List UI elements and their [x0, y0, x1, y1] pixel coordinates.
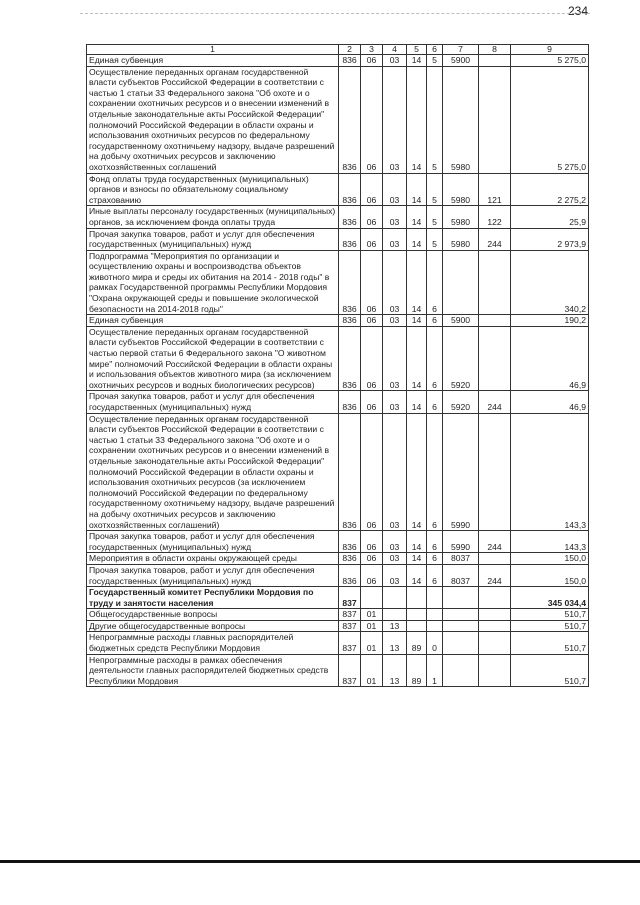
cell-vr: [479, 654, 511, 687]
table-row: [87, 66, 589, 173]
cell-subprogram: 5: [427, 66, 443, 173]
cell-csr: 5900: [443, 315, 479, 327]
cell-subprogram: [427, 609, 443, 621]
cell-subprogram: 0: [427, 632, 443, 654]
cell-csr: 5990: [443, 413, 479, 531]
cell-gr: 837: [339, 632, 361, 654]
row-name: Прочая закупка товаров, работ и услуг для обеспечения государственных (муниципальных) нужд: [87, 531, 339, 553]
cell-vr: 244: [479, 391, 511, 413]
cell-subprogram: 5: [427, 206, 443, 228]
cell-subprogram: 5: [427, 173, 443, 206]
column-header: 5: [407, 45, 427, 55]
cell-csr: [443, 609, 479, 621]
cell-pr: 03: [383, 553, 407, 565]
cell-sum: 5 275,0: [511, 66, 589, 173]
table-row: [87, 250, 589, 315]
column-header: 8: [479, 45, 511, 55]
cell-rz: 06: [361, 553, 383, 565]
cell-gr: 836: [339, 206, 361, 228]
cell-vr: [479, 315, 511, 327]
cell-csr: [443, 587, 479, 609]
cell-pr: [383, 587, 407, 609]
cell-program: 14: [407, 326, 427, 391]
cell-program: 14: [407, 206, 427, 228]
cell-program: [407, 609, 427, 621]
cell-vr: [479, 55, 511, 67]
cell-gr: 836: [339, 413, 361, 531]
table-row: [87, 173, 589, 206]
cell-csr: 8037: [443, 564, 479, 586]
cell-vr: [479, 632, 511, 654]
row-name: Осуществление переданных органам государственной власти субъектов Российской Федерации в соответствии с частью 1 статьи 33 Федерального закона "Об охоте и о сохранении охотничьих ресурсов и о внесении изменений в отдельные законодательные акты Российской Федерации" полномочий Российской Федерации в области охраны и использования охотничьих ресурсов по федеральному государственному охотничьему надзору, выдаче разрешений на добычу охотничьих ресурсов и заключению охотхозяйственных соглашений: [87, 66, 339, 173]
table-row: [87, 391, 589, 413]
cell-subprogram: 6: [427, 413, 443, 531]
cell-csr: [443, 620, 479, 632]
cell-rz: 01: [361, 620, 383, 632]
cell-rz: 06: [361, 391, 383, 413]
cell-vr: [479, 66, 511, 173]
row-name: Иные выплаты персоналу государственных (муниципальных) органов, за исключением фонда оплаты труда: [87, 206, 339, 228]
row-name: Единая субвенция: [87, 55, 339, 67]
table-row: [87, 632, 589, 654]
table-row: [87, 326, 589, 391]
cell-pr: 03: [383, 250, 407, 315]
cell-subprogram: 1: [427, 654, 443, 687]
cell-program: 14: [407, 66, 427, 173]
cell-csr: 5980: [443, 173, 479, 206]
cell-gr: 836: [339, 326, 361, 391]
cell-rz: 06: [361, 55, 383, 67]
cell-sum: 143,3: [511, 531, 589, 553]
table-row: [87, 553, 589, 565]
cell-rz: 06: [361, 531, 383, 553]
row-name: Мероприятия в области охраны окружающей среды: [87, 553, 339, 565]
table-body: [87, 55, 589, 687]
row-name: Осуществление переданных органам государственной власти субъектов Российской Федерации в соответствии с частью первой статьи 6 Федерального закона "О животном мире" полномочий Российской Федерации в области охраны и использования объектов животного мира (за исключением охотничьих ресурсов и водных биологических ресурсов): [87, 326, 339, 391]
cell-sum: 46,9: [511, 391, 589, 413]
cell-csr: 5980: [443, 66, 479, 173]
cell-pr: 03: [383, 391, 407, 413]
table-row: [87, 413, 589, 531]
cell-gr: 836: [339, 531, 361, 553]
column-header: 1: [87, 45, 339, 55]
cell-pr: 03: [383, 173, 407, 206]
cell-sum: 25,9: [511, 206, 589, 228]
cell-subprogram: 6: [427, 315, 443, 327]
cell-sum: 143,3: [511, 413, 589, 531]
budget-table: [86, 44, 589, 687]
cell-pr: 03: [383, 413, 407, 531]
table-row: [87, 228, 589, 250]
cell-sum: 190,2: [511, 315, 589, 327]
row-name: Осуществление переданных органам государственной власти субъектов Российской Федерации в соответствии с частью 1 статьи 33 Федерального закона "Об охоте и о сохранении охотничьих ресурсов и о внесении изменений в отдельные законодательные акты Российской Федерации" полномочий Российской Федерации в области охраны и использования охотничьих ресурсов (за исключением полномочий Российской Федерации по федеральному государственному охотничьему надзору, выдаче разрешений на добычу охотничьих ресурсов и заключению охотхозяйственных соглашений): [87, 413, 339, 531]
cell-sum: 150,0: [511, 564, 589, 586]
cell-csr: [443, 654, 479, 687]
cell-program: 14: [407, 391, 427, 413]
cell-sum: 2 973,9: [511, 228, 589, 250]
cell-rz: 06: [361, 228, 383, 250]
cell-gr: 837: [339, 654, 361, 687]
cell-pr: 03: [383, 315, 407, 327]
cell-csr: 5920: [443, 326, 479, 391]
row-name: Фонд оплаты труда государственных (муниципальных) органов и взносы по обязательному социальному страхованию: [87, 173, 339, 206]
cell-gr: 836: [339, 173, 361, 206]
cell-pr: 03: [383, 564, 407, 586]
cell-gr: 836: [339, 315, 361, 327]
cell-csr: [443, 250, 479, 315]
row-name: Другие общегосударственные вопросы: [87, 620, 339, 632]
cell-vr: [479, 620, 511, 632]
cell-sum: 345 034,4: [511, 587, 589, 609]
table-row: [87, 55, 589, 67]
cell-sum: 510,7: [511, 654, 589, 687]
cell-pr: [383, 609, 407, 621]
cell-pr: 03: [383, 326, 407, 391]
row-name: Государственный комитет Республики Мордовия по труду и занятости населения: [87, 587, 339, 609]
column-header: 6: [427, 45, 443, 55]
cell-rz: 01: [361, 632, 383, 654]
cell-sum: 2 275,2: [511, 173, 589, 206]
cell-rz: 01: [361, 609, 383, 621]
cell-program: 14: [407, 553, 427, 565]
cell-gr: 836: [339, 564, 361, 586]
cell-subprogram: [427, 620, 443, 632]
cell-sum: 510,7: [511, 632, 589, 654]
cell-program: [407, 620, 427, 632]
cell-rz: 01: [361, 654, 383, 687]
cell-subprogram: 6: [427, 250, 443, 315]
top-divider: [80, 13, 590, 14]
cell-subprogram: 5: [427, 228, 443, 250]
cell-program: [407, 587, 427, 609]
row-name: Подпрограмма "Мероприятия по организации и осуществлению охраны и воспроизводства объектов животного мира и среды их обитания на 2014 - 2018 годы" в рамках Государственной программы Республики Мордовия "Охрана окружающей среды и повышение экологической безопасности на 2014-2018 годы": [87, 250, 339, 315]
cell-program: 14: [407, 228, 427, 250]
cell-program: 14: [407, 315, 427, 327]
bottom-scan-edge: [0, 860, 640, 863]
cell-sum: 46,9: [511, 326, 589, 391]
row-name: Непрограммные расходы в рамках обеспечения деятельности главных распорядителей бюджетных средств Республики Мордовия: [87, 654, 339, 687]
cell-program: 14: [407, 531, 427, 553]
cell-vr: [479, 413, 511, 531]
cell-csr: 8037: [443, 553, 479, 565]
table-row: [87, 564, 589, 586]
cell-rz: 06: [361, 250, 383, 315]
cell-pr: 03: [383, 66, 407, 173]
cell-subprogram: 6: [427, 391, 443, 413]
cell-vr: 122: [479, 206, 511, 228]
cell-sum: 150,0: [511, 553, 589, 565]
cell-program: 14: [407, 173, 427, 206]
table-row: [87, 654, 589, 687]
cell-sum: 5 275,0: [511, 55, 589, 67]
cell-pr: 03: [383, 531, 407, 553]
table-row: [87, 315, 589, 327]
row-name: Прочая закупка товаров, работ и услуг для обеспечения государственных (муниципальных) нужд: [87, 391, 339, 413]
cell-rz: 06: [361, 173, 383, 206]
cell-subprogram: 6: [427, 564, 443, 586]
cell-gr: 837: [339, 587, 361, 609]
column-header: 7: [443, 45, 479, 55]
table-row: [87, 531, 589, 553]
cell-csr: [443, 632, 479, 654]
table-row: [87, 620, 589, 632]
cell-gr: 837: [339, 609, 361, 621]
cell-subprogram: 6: [427, 326, 443, 391]
table-row: [87, 206, 589, 228]
table-row: [87, 587, 589, 609]
cell-program: 14: [407, 250, 427, 315]
column-header: 3: [361, 45, 383, 55]
cell-gr: 836: [339, 553, 361, 565]
cell-pr: 13: [383, 632, 407, 654]
cell-pr: 03: [383, 206, 407, 228]
cell-vr: [479, 250, 511, 315]
cell-gr: 836: [339, 391, 361, 413]
cell-csr: 5920: [443, 391, 479, 413]
cell-gr: 837: [339, 620, 361, 632]
cell-rz: 06: [361, 66, 383, 173]
cell-program: 14: [407, 413, 427, 531]
page-number: 234: [568, 4, 589, 18]
cell-subprogram: 6: [427, 531, 443, 553]
cell-rz: 06: [361, 413, 383, 531]
column-header: 2: [339, 45, 361, 55]
cell-program: 89: [407, 654, 427, 687]
cell-csr: 5990: [443, 531, 479, 553]
cell-sum: 510,7: [511, 609, 589, 621]
cell-subprogram: 5: [427, 55, 443, 67]
cell-csr: 5900: [443, 55, 479, 67]
cell-gr: 836: [339, 228, 361, 250]
cell-program: 14: [407, 55, 427, 67]
cell-program: 89: [407, 632, 427, 654]
column-header: 9: [511, 45, 589, 55]
column-header: 4: [383, 45, 407, 55]
cell-gr: 836: [339, 250, 361, 315]
cell-vr: [479, 553, 511, 565]
cell-pr: 13: [383, 620, 407, 632]
row-name: Непрограммные расходы главных распорядителей бюджетных средств Республики Мордовия: [87, 632, 339, 654]
cell-gr: 836: [339, 66, 361, 173]
table-header-row: [87, 45, 589, 55]
cell-vr: [479, 609, 511, 621]
cell-program: 14: [407, 564, 427, 586]
cell-vr: 244: [479, 228, 511, 250]
cell-vr: 244: [479, 531, 511, 553]
cell-sum: 510,7: [511, 620, 589, 632]
cell-rz: 06: [361, 206, 383, 228]
cell-vr: [479, 587, 511, 609]
cell-rz: 06: [361, 315, 383, 327]
cell-pr: 13: [383, 654, 407, 687]
row-name: Общегосударственные вопросы: [87, 609, 339, 621]
cell-gr: 836: [339, 55, 361, 67]
cell-vr: 121: [479, 173, 511, 206]
row-name: Прочая закупка товаров, работ и услуг для обеспечения государственных (муниципальных) нужд: [87, 564, 339, 586]
cell-sum: 340,2: [511, 250, 589, 315]
cell-subprogram: 6: [427, 553, 443, 565]
row-name: Единая субвенция: [87, 315, 339, 327]
cell-vr: [479, 326, 511, 391]
table-row: [87, 609, 589, 621]
cell-rz: 06: [361, 564, 383, 586]
cell-pr: 03: [383, 228, 407, 250]
cell-vr: 244: [479, 564, 511, 586]
row-name: Прочая закупка товаров, работ и услуг для обеспечения государственных (муниципальных) нужд: [87, 228, 339, 250]
cell-csr: 5980: [443, 206, 479, 228]
cell-subprogram: [427, 587, 443, 609]
cell-pr: 03: [383, 55, 407, 67]
cell-csr: 5980: [443, 228, 479, 250]
cell-rz: 06: [361, 326, 383, 391]
cell-rz: [361, 587, 383, 609]
